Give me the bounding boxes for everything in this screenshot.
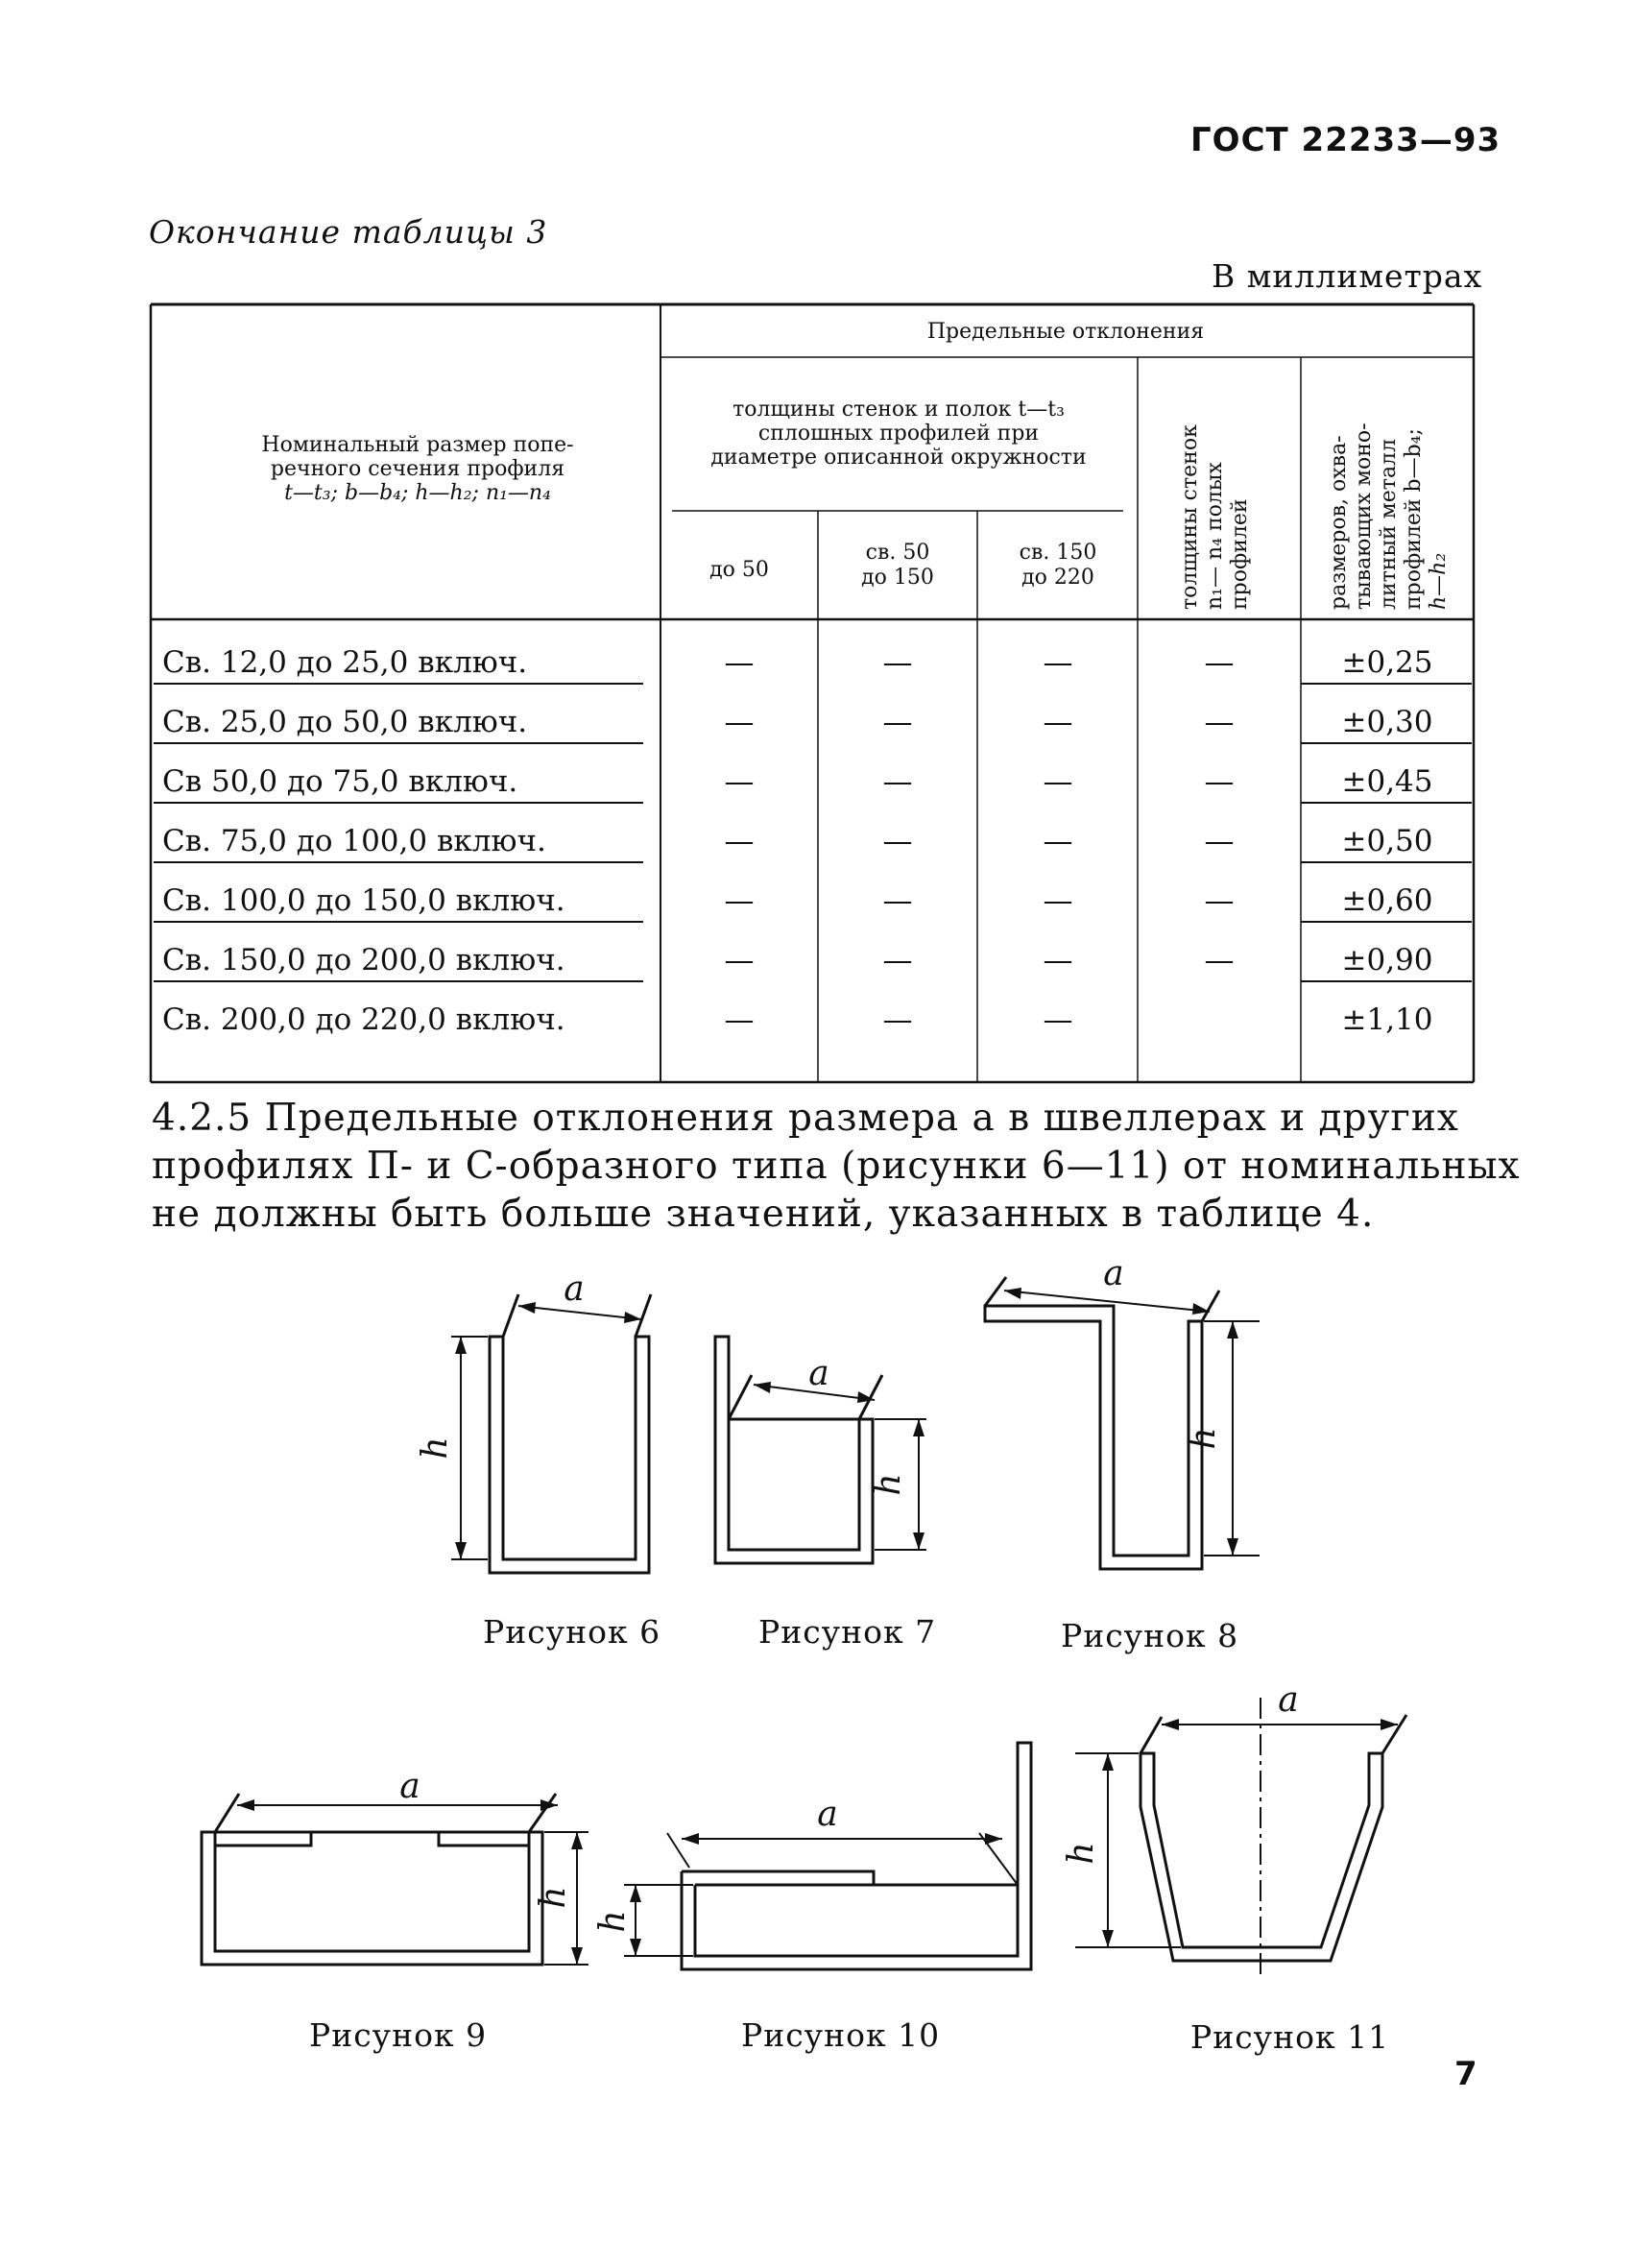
figure-6-caption: Рисунок 6 bbox=[483, 1613, 661, 1651]
clause-4-2-5 bbox=[152, 1095, 1521, 1239]
row-7-size: Св. 200,0 до 220,0 включ. bbox=[162, 1002, 565, 1037]
figure-10-drawing bbox=[593, 1733, 1046, 1983]
row-5-col-5: ±0,60 bbox=[1341, 883, 1433, 918]
row-1-col-5: ±0,25 bbox=[1341, 645, 1433, 680]
fig7-dim-h: h bbox=[869, 1473, 908, 1496]
header-diameter-2b: до 150 bbox=[861, 566, 934, 590]
fig6-dim-h: h bbox=[416, 1436, 455, 1460]
row-5-size: Св. 100,0 до 150,0 включ. bbox=[162, 883, 565, 918]
row-4-col-5: ±0,50 bbox=[1341, 824, 1433, 858]
row-6-col-5: ±0,90 bbox=[1341, 943, 1433, 977]
fig7-dim-a: a bbox=[808, 1354, 829, 1393]
header-diameter-1: до 50 bbox=[709, 558, 769, 582]
row-7-col-3: — bbox=[1043, 1002, 1073, 1037]
row-3-col-5: ±0,45 bbox=[1341, 764, 1433, 799]
fig10-dim-a: a bbox=[817, 1795, 838, 1834]
header-solid-line-1: толщины стенок и полок t—t₃ bbox=[732, 398, 1065, 422]
figure-10-caption: Рисунок 10 bbox=[741, 2016, 941, 2054]
row-4-col-1: — bbox=[724, 824, 755, 858]
header-limit-deviations: Предельные отклонения bbox=[926, 320, 1205, 344]
header-nominal-line-1: Номинальный размер попе- bbox=[261, 433, 574, 457]
header-dims-line-2: тывающих моно- bbox=[1352, 422, 1376, 610]
figure-9-drawing bbox=[187, 1748, 610, 1988]
header-solid-line-3: диаметре описанной окружности bbox=[710, 446, 1087, 470]
fig6-dim-a: a bbox=[564, 1269, 585, 1309]
header-hollow-line-1: толщины стенок bbox=[1178, 424, 1202, 610]
row-1-col-3: — bbox=[1043, 645, 1073, 680]
figure-11-caption: Рисунок 11 bbox=[1190, 2018, 1390, 2056]
figure-8-caption: Рисунок 8 bbox=[1061, 1617, 1239, 1654]
row-6-col-2: — bbox=[882, 943, 913, 977]
header-diameter-3b: до 220 bbox=[1021, 566, 1094, 590]
row-4-col-4: — bbox=[1204, 824, 1235, 858]
header-solid-line-2: сплошных профилей при bbox=[757, 422, 1040, 446]
row-5-col-4: — bbox=[1204, 883, 1235, 918]
clause-line-3: не должны быть больше значений, указанных в таблице 4. bbox=[152, 1193, 1375, 1236]
row-2-col-5: ±0,30 bbox=[1341, 705, 1433, 739]
row-7-col-1: — bbox=[724, 1002, 755, 1037]
fig8-dim-a: a bbox=[1103, 1254, 1124, 1293]
page-number: 7 bbox=[1454, 2055, 1477, 2093]
row-6-col-3: — bbox=[1043, 943, 1073, 977]
row-6-col-1: — bbox=[724, 943, 755, 977]
figure-6-drawing bbox=[416, 1267, 672, 1584]
fig9-dim-h: h bbox=[534, 1886, 573, 1909]
row-3-col-4: — bbox=[1204, 764, 1235, 799]
table-caption: Окончание таблицы 3 bbox=[149, 213, 548, 251]
clause-line-2: профилях П- и С-образного типа (рисунки 6—11) от номинальных bbox=[152, 1145, 1521, 1188]
figure-7-drawing bbox=[696, 1315, 955, 1575]
row-5-col-3: — bbox=[1043, 883, 1073, 918]
row-6-col-4: — bbox=[1204, 943, 1235, 977]
header-dims-line-3: литный металл bbox=[1377, 438, 1401, 610]
row-5-col-1: — bbox=[724, 883, 755, 918]
figure-7-caption: Рисунок 7 bbox=[758, 1613, 937, 1651]
row-3-col-1: — bbox=[724, 764, 755, 799]
row-7-col-2: — bbox=[882, 1002, 913, 1037]
header-diameter-2a: св. 50 bbox=[865, 541, 930, 565]
row-4-size: Св. 75,0 до 100,0 включ. bbox=[162, 824, 546, 858]
row-1-col-4: — bbox=[1204, 645, 1235, 680]
header-hollow-line-2: n₁— n₄ полых bbox=[1203, 462, 1227, 610]
header-nominal-line-2: речного сечения профиля bbox=[270, 457, 565, 481]
header-dims-rotated bbox=[1327, 422, 1451, 610]
row-5-col-2: — bbox=[882, 883, 913, 918]
row-4-col-2: — bbox=[882, 824, 913, 858]
fig8-dim-h: h bbox=[1184, 1427, 1223, 1450]
row-1-col-1: — bbox=[724, 645, 755, 680]
header-diameter-3a: св. 150 bbox=[1019, 541, 1097, 565]
header-dims-line-4: профилей b—b₄; bbox=[1402, 428, 1426, 610]
header-hollow-line-3: профилей bbox=[1228, 498, 1252, 610]
row-4-col-3: — bbox=[1043, 824, 1073, 858]
fig9-dim-a: a bbox=[399, 1767, 420, 1806]
header-nominal-line-3: t—t₃; b—b₄; h—h₂; n₁—n₄ bbox=[284, 481, 551, 505]
row-2-size: Св. 25,0 до 50,0 включ. bbox=[162, 705, 528, 739]
row-3-size: Св 50,0 до 75,0 включ. bbox=[162, 764, 518, 799]
fig10-dim-h: h bbox=[593, 1910, 633, 1933]
row-3-col-2: — bbox=[882, 764, 913, 799]
row-6-size: Св. 150,0 до 200,0 включ. bbox=[162, 943, 565, 977]
figure-8-drawing bbox=[979, 1254, 1267, 1584]
row-2-col-2: — bbox=[882, 705, 913, 739]
row-7-col-5: ±1,10 bbox=[1341, 1002, 1433, 1037]
header-dims-line-1: размеров, охва- bbox=[1327, 435, 1351, 610]
row-2-col-1: — bbox=[724, 705, 755, 739]
figure-9-caption: Рисунок 9 bbox=[309, 2016, 488, 2054]
row-3-col-3: — bbox=[1043, 764, 1073, 799]
row-1-size: Св. 12,0 до 25,0 включ. bbox=[162, 645, 528, 680]
header-dims-line-5: h—h₂ bbox=[1427, 552, 1451, 610]
fig11-dim-h: h bbox=[1062, 1842, 1101, 1865]
clause-line-1: 4.2.5 Предельные отклонения размера a в швеллерах и других bbox=[152, 1097, 1459, 1140]
fig11-dim-a: a bbox=[1278, 1680, 1299, 1720]
document-id: ГОСТ 22233—93 bbox=[1190, 121, 1501, 159]
row-2-col-3: — bbox=[1043, 705, 1073, 739]
figure-11-drawing bbox=[1062, 1680, 1421, 1988]
table-units: В миллиметрах bbox=[1212, 257, 1483, 295]
row-1-col-2: — bbox=[882, 645, 913, 680]
deviation-table bbox=[149, 302, 1476, 1090]
header-hollow-rotated bbox=[1178, 424, 1252, 610]
row-2-col-4: — bbox=[1204, 705, 1235, 739]
